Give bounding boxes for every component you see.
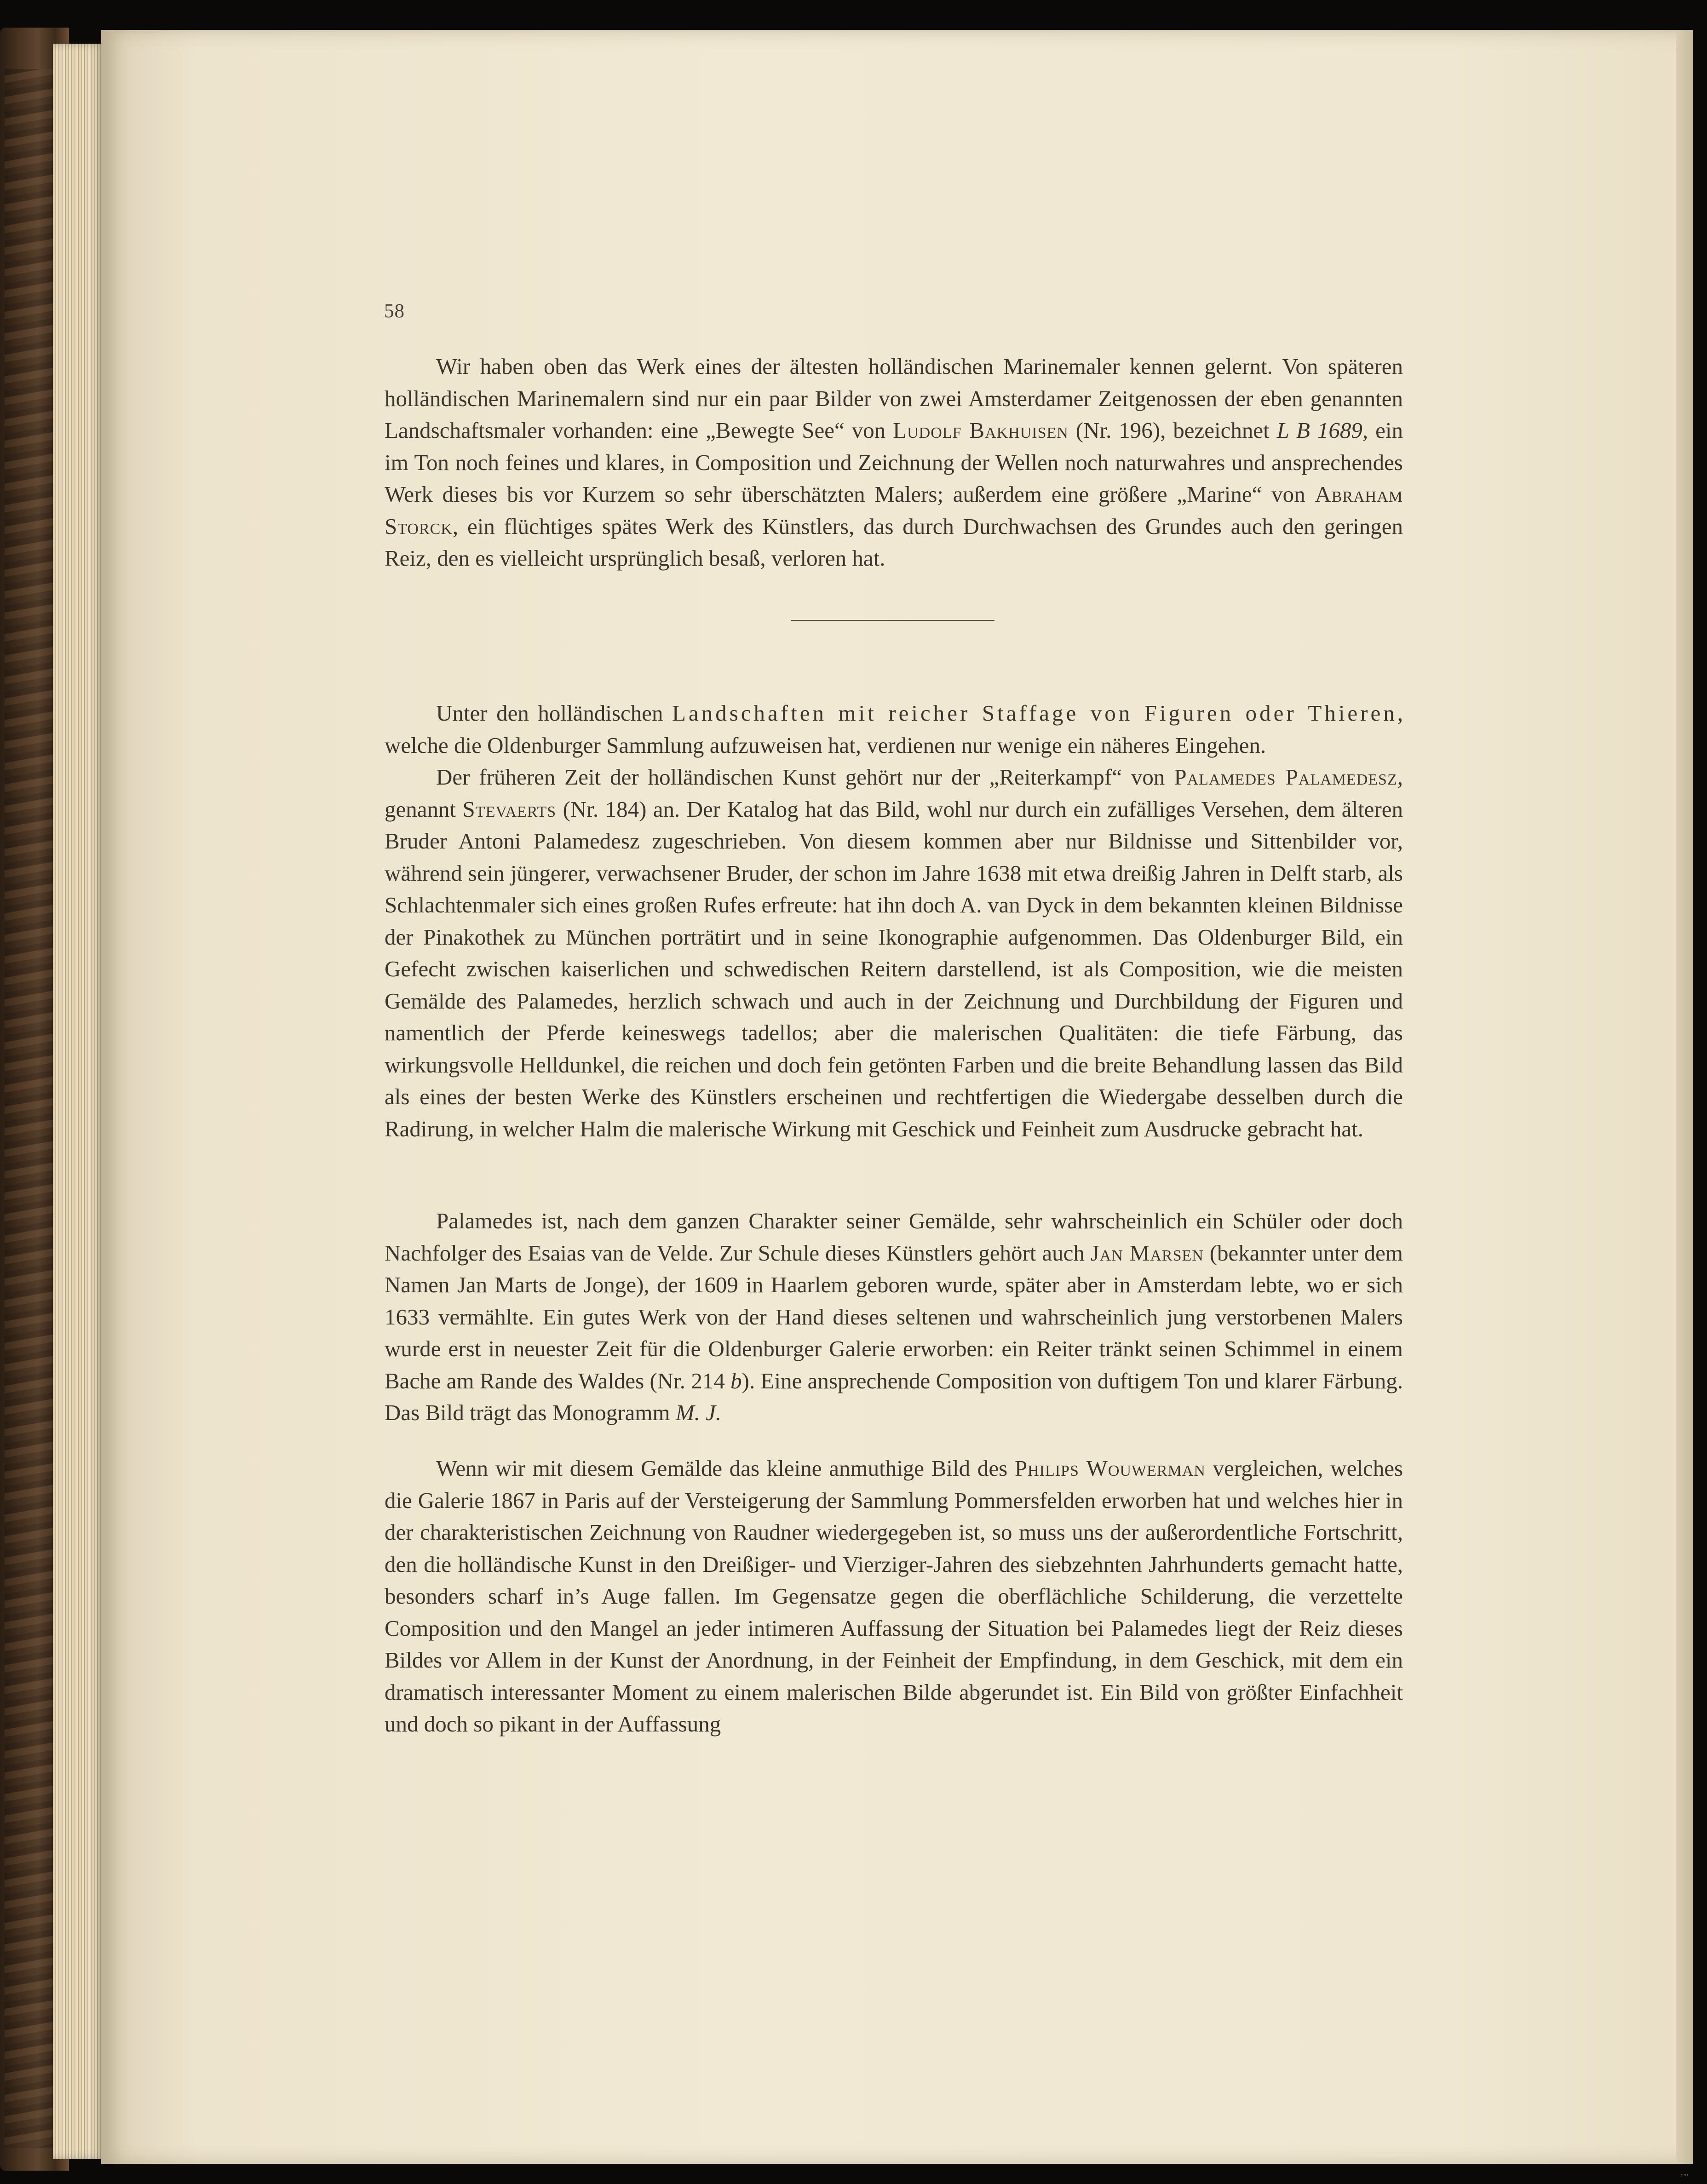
paragraph-wouwerman: Wenn wir mit diesem Gemälde das kleine anmuthige Bild des Philips Wouwerman vergleichen, welches die Galerie 1867 in Paris auf der Versteigerung der Sammlung Pommersfelden erworben hat und welches hier in der charakteristischen Zeichnung von Raudner wiedergegeben ist, so muss uns der außerordentliche Fortschritt, den die holländische Kunst in den Dreißiger- und Vierziger-Jahren des siebzehnten Jahrhunderts gemacht hatte, besonders scharf in’s Auge fallen. Im Gegensatze gegen die oberflächliche Schilderung, die verzettelte Composition und den Mangel an jeder intimeren Auffassung der Situation bei Palamedes liegt der Reiz dieses Bildes vor Allem in der Kunst der Anordnung, in der Feinheit der Empfindung, in dem Geschick, mit dem ein dramatisch interessanter Moment zu einem malerischen Bilde abgerundet ist. Ein Bild von größter Einfachheit und doch so pikant in der Auffassung (385, 1456, 1403, 1737)
monogram: M. J. (675, 1400, 722, 1425)
page-right-edge (1676, 30, 1693, 2164)
artist-name: Philips Wouwerman (1014, 1456, 1206, 1481)
artist-name: Palamedes Palamedesz (1174, 764, 1397, 790)
text-block-wouwerman (385, 1452, 1403, 1740)
corner-marks: r •• (1680, 2172, 1689, 2179)
page-number: 58 (384, 300, 405, 322)
paragraph-marine-painters: Wir haben oben das Werk eines der ältesten holländischen Marinemaler kennen gelernt. Von späteren holländischen Marinemalern sind nur ein paar Bilder von zwei Amsterdamer Zeitgenossen der eben genannten Landschaftsmaler vorhanden: eine „Bewegte See“ von Ludolf Bakhuisen (Nr. 196), bezeichnet L B 1689, ein im Ton noch feines und klares, in Composition und Zeichnung der Wellen noch naturwahres und ansprechendes Werk dieses bis vor Kurzem so sehr überschätzten Malers; außerdem eine größere „Marine“ von Abraham Storck, ein flüchtiges spätes Werk des Künstlers, das durch Durchwachsen des Grundes auch den geringen Reiz, den es vielleicht ursprünglich besaß, verloren hat. (385, 354, 1403, 571)
text-block-marsen (385, 1205, 1403, 1429)
artist-name: Jan Marsen (1090, 1240, 1204, 1266)
marbled-cover (5, 69, 60, 2148)
paragraph-landscapes-intro: Unter den holländischen Landschaften mit reicher Staffage von Figuren oder Thieren, welche die Oldenburger Sammlung aufzuweisen hat, verdienen nur wenige ein näheres Eingehen. (385, 700, 1403, 758)
signature-inscription: L B 1689, (1276, 418, 1368, 443)
text-block-landscapes (385, 697, 1403, 1145)
artist-name: Stevaerts (462, 796, 557, 822)
artist-name: Ludolf Bakhuisen (893, 418, 1069, 443)
text-block-marine (385, 350, 1403, 574)
catalogue-suffix: b (730, 1368, 742, 1393)
page-edges (53, 44, 103, 2159)
artist-name: Abraham Storck (385, 482, 1403, 539)
paragraph-jan-marsen: Palamedes ist, nach dem ganzen Charakter seiner Gemälde, sehr wahrscheinlich ein Schüler oder doch Nachfolger des Esaias van de Velde. Zur Schule dieses Künstlers gehört auch Jan Marsen (bekannter unter dem Namen Jan Marts de Jonge), der 1609 in Haarlem geboren wurde, später aber in Amsterdam lebte, wo er sich 1633 vermählte. Ein gutes Werk von der Hand dieses seltenen und wahrscheinlich jung verstorbenen Malers wurde erst in neuester Zeit für die Oldenburger Galerie erworben: ein Reiter tränkt seinen Schimmel in einem Bache am Rande des Waldes (Nr. 214 b). Eine ansprechende Composition von duftigem Ton und klarer Färbung. Das Bild trägt das Monogramm M. J. (385, 1208, 1403, 1425)
spaced-emphasis: Landschaften mit reicher Staffage von Figuren oder Thieren (672, 700, 1397, 726)
section-divider (791, 620, 994, 621)
paragraph-palamedes: Der früheren Zeit der holländischen Kunst gehört nur der „Reiterkampf“ von Palamedes Palamedesz, genannt Stevaerts (Nr. 184) an. Der Katalog hat das Bild, wohl nur durch ein zufälliges Versehen, dem älteren Bruder Antoni Palamedesz zugeschrieben. Von diesem kommen aber nur Bildnisse und Sittenbilder vor, während sein jüngerer, verwachsener Bruder, der schon im Jahre 1638 mit etwa dreißig Jahren in Delft starb, als Schlachtenmaler sich eines großen Rufes erfreute: hat ihn doch A. van Dyck in dem bekannten kleinen Bildnisse der Pinakothek zu München porträtirt und in seine Ikonographie aufgenommen. Das Oldenburger Bild, ein Gefecht zwischen kaiserlichen und schwedischen Reitern darstellend, ist als Composition, wie die meisten Gemälde des Palamedes, herzlich schwach und auch in der Zeichnung und Durchbildung der Figuren und namentlich der Pferde keineswegs tadellos; aber die malerischen Qualitäten: die tiefe Färbung, das wirkungsvolle Helldunkel, die reichen und doch fein getönten Farben und die breite Behandlung lassen das Bild als eines der besten Werke des Künstlers erscheinen und rechtfertigen die Wiedergabe desselben durch die Radirung, in welcher Halm die malerische Wirkung mit Geschick und Feinheit zum Ausdrucke gebracht hat. (385, 764, 1403, 1141)
